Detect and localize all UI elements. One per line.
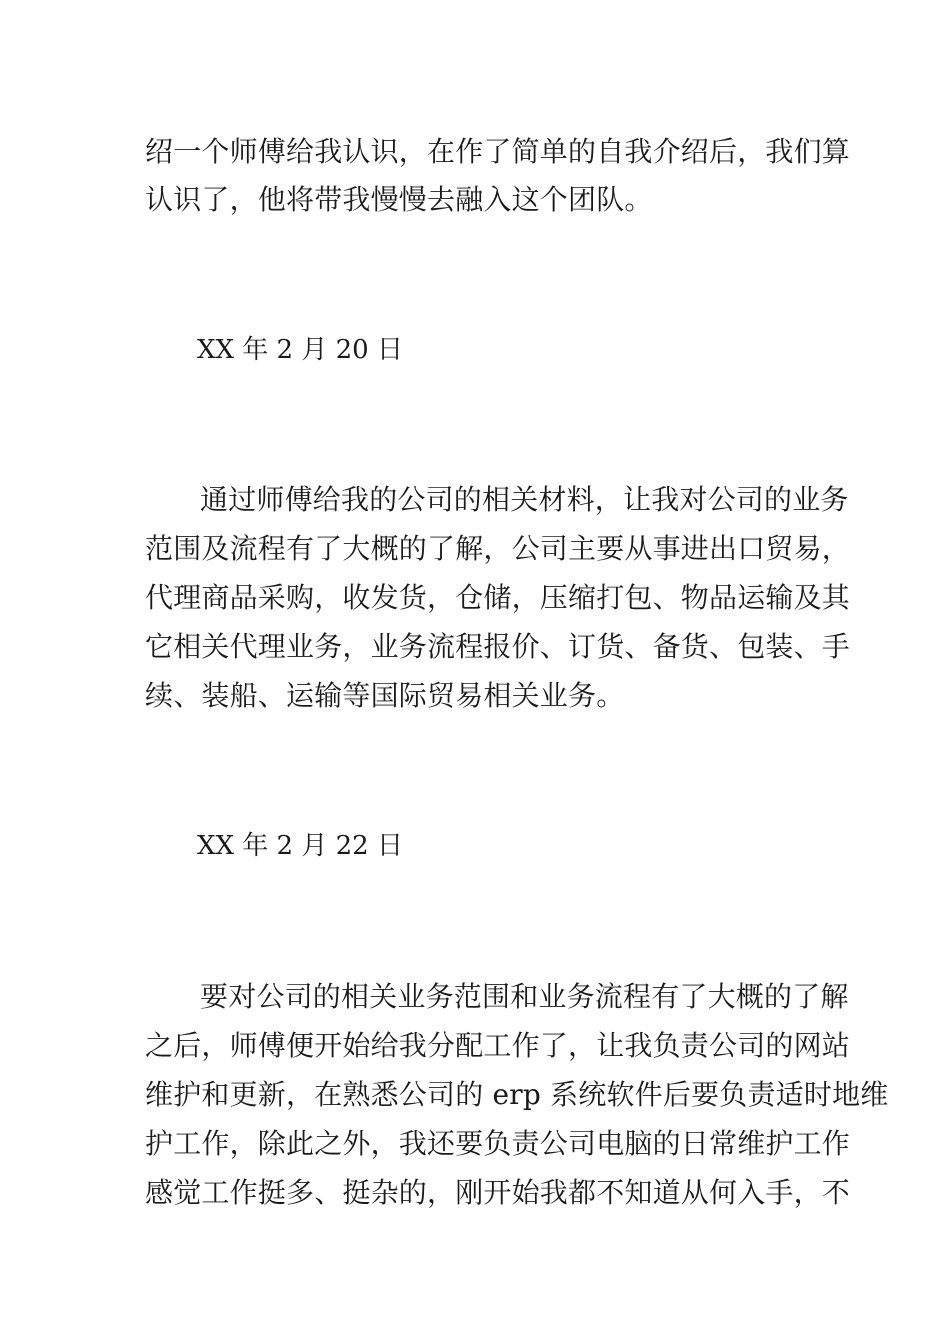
paragraph-3-line-3: 维护和更新，在熟悉公司的 erp 系统软件后要负责适时地维 [145,1078,889,1111]
paragraph-3-line-1: 要对公司的相关业务范围和业务流程有了大概的了解 [200,980,849,1013]
date-heading-1: XX 年 2 月 20 日 [197,335,403,365]
date-heading-2: XX 年 2 月 22 日 [197,831,403,861]
paragraph-2-line-4: 它相关代理业务，业务流程报价、订货、备货、包装、手 [145,630,851,663]
paragraph-3-line-4: 护工作，除此之外，我还要负责公司电脑的日常维护工作 [145,1127,851,1160]
paragraph-2-line-5: 续、装船、运输等国际贸易相关业务。 [145,679,625,712]
paragraph-2-line-3: 代理商品采购，收发货，仓储，压缩打包、物品运输及其 [145,581,851,614]
paragraph-2-line-1: 通过师傅给我的公司的相关材料，让我对公司的业务 [200,483,849,516]
paragraph-3-line-2: 之后，师傅便开始给我分配工作了，让我负责公司的网站 [145,1029,851,1062]
paragraph-2-line-2: 范围及流程有了大概的了解，公司主要从事进出口贸易， [145,532,851,565]
paragraph-1-line-1: 绍一个师傅给我认识，在作了简单的自我介绍后，我们算 [145,135,851,168]
paragraph-3-line-5: 感觉工作挺多、挺杂的，刚开始我都不知道从何入手，不 [145,1176,851,1209]
paragraph-1-line-2: 认识了，他将带我慢慢去融入这个团队。 [145,183,653,216]
